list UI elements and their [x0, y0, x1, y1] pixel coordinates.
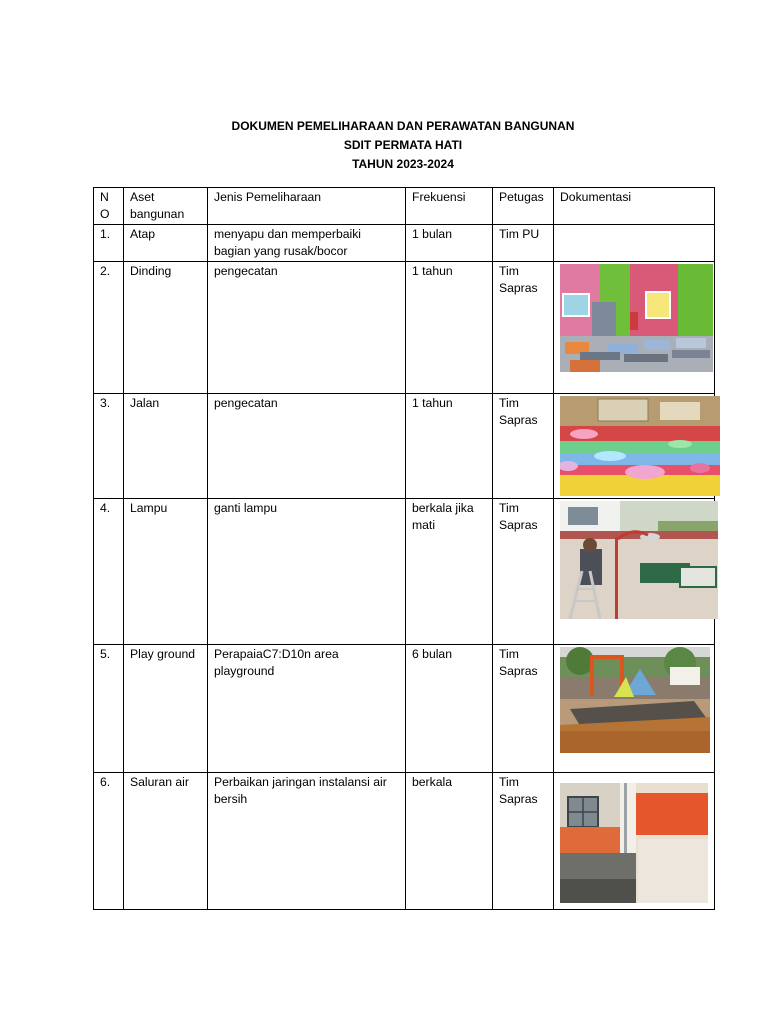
- table-row: [94, 394, 715, 499]
- cell-frekuensi: berkala jika mati: [406, 499, 493, 645]
- header-jenis: Jenis Pemeliharaan: [208, 188, 406, 225]
- cell-frekuensi: 1 tahun: [406, 394, 493, 499]
- header-petugas: Petugas: [493, 188, 554, 225]
- cell-dokumentasi: [554, 773, 715, 910]
- document-title: DOKUMEN PEMELIHARAAN DAN PERAWATAN BANGUNAN: [231, 119, 575, 133]
- cell-petugas: Tim Sapras: [493, 394, 554, 499]
- cell-dokumentasi: [554, 225, 715, 262]
- cell-dokumentasi: [554, 499, 715, 645]
- school-name: SDIT PERMATA HATI: [343, 138, 463, 152]
- cell-dokumentasi: [554, 394, 715, 499]
- cell-no: 5.: [94, 645, 124, 773]
- cell-jenis: ganti lampu: [208, 499, 406, 645]
- table-row: [94, 262, 715, 394]
- cell-aset: Jalan: [124, 394, 208, 499]
- cell-frekuensi: 6 bulan: [406, 645, 493, 773]
- table-header-row: [94, 188, 715, 225]
- cell-petugas: Tim Sapras: [493, 262, 554, 394]
- cell-petugas: Tim Sapras: [493, 645, 554, 773]
- painted-floor-photo: [560, 396, 714, 496]
- cell-frekuensi: berkala: [406, 773, 493, 910]
- header-no: N O: [94, 188, 124, 225]
- table-row: [94, 645, 715, 773]
- header-aset: Aset bangunan: [124, 188, 208, 225]
- cell-jenis: Perbaikan jaringan instalansi air bersih: [208, 773, 406, 910]
- cell-aset: Lampu: [124, 499, 208, 645]
- table-row: [94, 773, 715, 910]
- cell-aset: Saluran air: [124, 773, 208, 910]
- cell-jenis: pengecatan: [208, 394, 406, 499]
- cell-no: 4.: [94, 499, 124, 645]
- cell-jenis: PerapaiaC7:D10n area playground: [208, 645, 406, 773]
- cell-dokumentasi: [554, 262, 715, 394]
- cell-petugas: Tim Sapras: [493, 499, 554, 645]
- cell-no: 6.: [94, 773, 124, 910]
- cell-no: 2.: [94, 262, 124, 394]
- cell-frekuensi: 1 tahun: [406, 262, 493, 394]
- cell-no: 3.: [94, 394, 124, 499]
- cell-jenis: pengecatan: [208, 262, 406, 394]
- document-header: [0, 117, 768, 174]
- table-row: [94, 499, 715, 645]
- table-row: [94, 225, 715, 262]
- header-frekuensi: Frekuensi: [406, 188, 493, 225]
- cell-aset: Atap: [124, 225, 208, 262]
- maintenance-table: [93, 187, 715, 910]
- header-dokumentasi: Dokumentasi: [554, 188, 715, 225]
- cell-frekuensi: 1 bulan: [406, 225, 493, 262]
- cell-aset: Dinding: [124, 262, 208, 394]
- cell-dokumentasi: [554, 645, 715, 773]
- school-year: TAHUN 2023-2024: [352, 157, 454, 171]
- cell-no: 1.: [94, 225, 124, 262]
- cell-aset: Play ground: [124, 645, 208, 773]
- classroom-photo: [560, 264, 714, 372]
- lamp-repair-photo: [560, 501, 714, 619]
- cell-jenis: menyapu dan memperbaiki bagian yang rusak/bocor: [208, 225, 406, 262]
- playground-photo: [560, 647, 714, 753]
- water-pipe-photo: [560, 783, 714, 903]
- cell-petugas: Tim Sapras: [493, 773, 554, 910]
- cell-petugas: Tim PU: [493, 225, 554, 262]
